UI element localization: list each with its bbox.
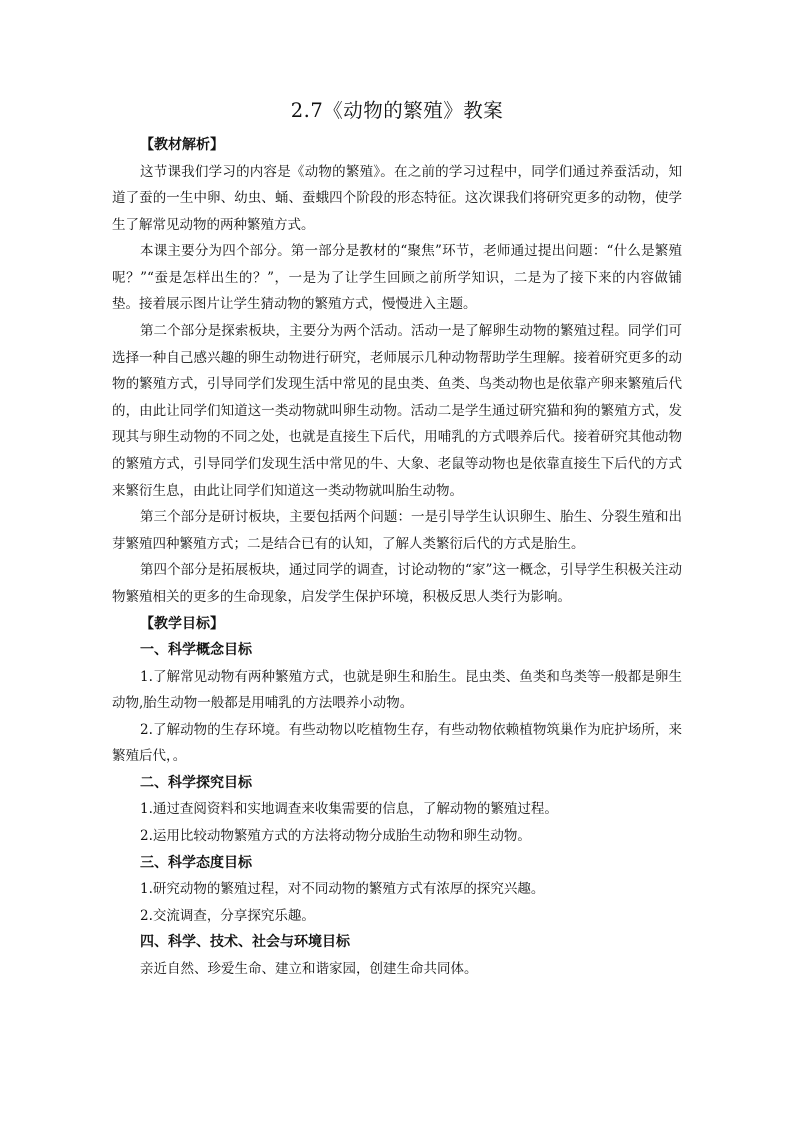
paragraph: 第四个部分是拓展板块，通过同学的调查，讨论动物的“家”这一概念，引导学生积极关注动物繁殖相关的更多的生命现象，启发学生保护环境，积极反思人类行为影响。	[112, 562, 682, 605]
paragraph: 第二个部分是探索板块，主要分为两个活动。活动一是了解卵生动物的繁殖过程。同学们可选择一种自己感兴趣的卵生动物进行研究，老师展示几种动物帮助学生理解。接着研究更多的动物的繁殖方式，引导同学们发现生活中常见的昆虫类、鱼类、鸟类动物也是依靠产卵来繁殖后代的，由此让同学们知道这一类动物就叫卵生动物。活动二是学生通过研究猫和狗的繁殖方式，发现其与卵生动物的不同之处，也就是直接生下后代，用哺乳的方式喂养后代。接着研究其他动物的繁殖方式，引导同学们发现生活中常见的牛、大象、老鼠等动物也是依靠直接生下后代的方式来繁衍生息，由此让同学们知道这一类动物就叫胎生动物。	[112, 323, 682, 499]
document-page	[112, 96, 682, 982]
page-title: 2.7《动物的繁殖》教案	[290, 99, 504, 122]
goal-item: 1.研究动物的繁殖过程，对不同动物的繁殖方式有浓厚的探究兴趣。	[140, 881, 545, 898]
goal-heading-attitude: 三、科学态度目标	[140, 854, 252, 871]
goal-heading-stse: 四、科学、技术、社会与环境目标	[140, 934, 350, 951]
section-heading-teaching-goals: 【教学目标】	[140, 615, 224, 632]
goal-item: 2.了解动物的生存环境。有些动物以吃植物生存，有些动物依赖植物筑巢作为庇护场所，来繁殖后代，。	[112, 721, 682, 765]
section-heading-material-analysis: 【教材解析】	[140, 137, 224, 153]
goal-heading-concept: 一、科学概念目标	[140, 642, 252, 659]
paragraph: 这节课我们学习的内容是《动物的繁殖》。在之前的学习过程中，同学们通过养蚕活动，知道了蚕的一生中卵、幼虫、蛹、蚕蛾四个阶段的形态特征。这次课我们将研究更多的动物，使学生了解常见动物的两种繁殖方式。	[112, 163, 682, 233]
goal-heading-inquiry: 二、科学探究目标	[140, 774, 252, 791]
paragraph: 第三个部分是研讨板块，主要包括两个问题：一是引导学生认识卵生、胎生、分裂生殖和出芽繁殖四种繁殖方式；二是结合已有的认知，了解人类繁衍后代的方式是胎生。	[112, 509, 682, 552]
goal-item: 1.通过查阅资料和实地调查来收集需要的信息，了解动物的繁殖过程。	[140, 801, 558, 818]
goal-text: 亲近自然、珍爱生命、建立和谐家园，创建生命共同体。	[140, 960, 478, 977]
paragraph: 本课主要分为四个部分。第一部分是教材的“聚焦”环节，老师通过提出问题：“什么是繁殖呢？”“蚕是怎样出生的？”，一是为了让学生回顾之前所学知识，二是为了接下来的内容做铺垫。接着展示图片让学生猜动物的繁殖方式，慢慢进入主题。	[112, 243, 682, 313]
goal-item: 2.运用比较动物繁殖方式的方法将动物分成胎生动物和卵生动物。	[140, 828, 531, 845]
goal-item: 2.交流调查，分享探究乐趣。	[140, 907, 315, 924]
goal-item: 1.了解常见动物有两种繁殖方式，也就是卵生和胎生。昆虫类、鱼类和鸟类等一般都是卵生动物,胎生动物一般都是用哺乳的方法喂养小动物。	[112, 668, 682, 712]
